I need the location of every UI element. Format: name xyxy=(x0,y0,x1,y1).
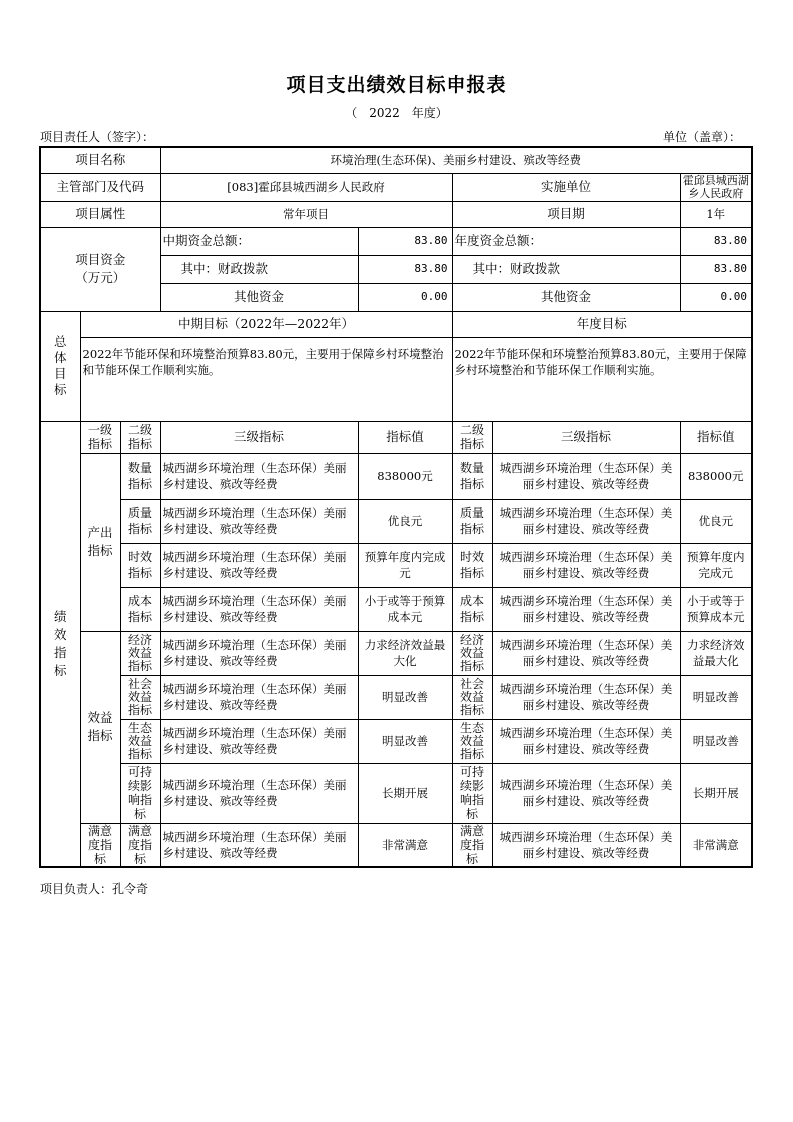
project-name-label: 项目名称 xyxy=(40,147,160,173)
table-row xyxy=(40,543,752,587)
l2-cell-right: 数量 指标 xyxy=(452,453,492,499)
project-name-value: 环境治理(生态环保)、美丽乡村建设、殡改等经费 xyxy=(160,147,752,173)
year-other-value: 0.00 xyxy=(680,283,752,311)
project-leader: 项目负责人：孔令奇 xyxy=(40,882,149,896)
l3-cell: 城西湖乡环境治理（生态环保）美丽乡村建设、殡改等经费 xyxy=(160,587,358,631)
goals-label: 总 体 目 标 xyxy=(40,311,80,421)
l3-header: 三级指标 xyxy=(160,421,358,453)
l2-cell-right: 经济 效益 指标 xyxy=(452,631,492,675)
table-row xyxy=(40,675,752,719)
l3-cell: 城西湖乡环境治理（生态环保）美丽乡村建设、殡改等经费 xyxy=(160,823,358,867)
l3-cell: 城西湖乡环境治理（生态环保）美丽乡村建设、殡改等经费 xyxy=(160,763,358,823)
l2-cell: 可持 续影 响指 标 xyxy=(120,763,160,823)
val-cell: 力求经济效益最大化 xyxy=(358,631,452,675)
l2-cell-right: 生态 效益 指标 xyxy=(452,719,492,763)
year-line: （ 2022 年度） xyxy=(345,106,448,120)
l2-cell-right: 社会 效益 指标 xyxy=(452,675,492,719)
responsible-label: 项目责任人（签字）： xyxy=(40,130,155,144)
mid-fiscal-value: 83.80 xyxy=(358,255,452,283)
l3-header-right: 三级指标 xyxy=(492,421,680,453)
attr-value: 常年项目 xyxy=(160,201,452,227)
val-header-right: 指标值 xyxy=(680,421,752,453)
table-row xyxy=(40,763,752,823)
l2-cell: 经济 效益 指标 xyxy=(120,631,160,675)
val-cell-right: 838000元 xyxy=(680,453,752,499)
l3-cell: 城西湖乡环境治理（生态环保）美丽乡村建设、殡改等经费 xyxy=(160,719,358,763)
l2-cell: 满意 度指 标 xyxy=(120,823,160,867)
year-goal-header: 年度目标 xyxy=(452,311,752,337)
val-cell: 明显改善 xyxy=(358,675,452,719)
benefit-group-label: 效益 指标 xyxy=(80,631,120,823)
l2-cell: 质量 指标 xyxy=(120,499,160,543)
mid-goal-text: 2022年节能环保和环境整治预算83.80元，主要用于保障乡村环境整治和节能环保工作顺利实施。 xyxy=(80,337,452,421)
val-cell-right: 明显改善 xyxy=(680,719,752,763)
l2-cell: 数量 指标 xyxy=(120,453,160,499)
mid-fiscal-label: 其中：财政拨款 xyxy=(160,255,358,283)
val-cell: 838000元 xyxy=(358,453,452,499)
impl-label: 实施单位 xyxy=(452,173,680,201)
perf-label: 绩 效 指 标 xyxy=(40,421,80,867)
val-cell-right: 明显改善 xyxy=(680,675,752,719)
l2-header-right: 二级 指标 xyxy=(452,421,492,453)
l3-cell: 城西湖乡环境治理（生态环保）美丽乡村建设、殡改等经费 xyxy=(160,675,358,719)
l2-cell: 成本 指标 xyxy=(120,587,160,631)
l3-cell-right: 城西湖乡环境治理（生态环保）美丽乡村建设、殡改等经费 xyxy=(492,763,680,823)
performance-table xyxy=(39,146,753,868)
l3-cell: 城西湖乡环境治理（生态环保）美丽乡村建设、殡改等经费 xyxy=(160,631,358,675)
year-total-value: 83.80 xyxy=(680,227,752,255)
val-cell-right: 小于或等于预算成本元 xyxy=(680,587,752,631)
l2-cell-right: 可持 续影 响指 标 xyxy=(452,763,492,823)
table-row xyxy=(40,823,752,867)
l3-cell: 城西湖乡环境治理（生态环保）美丽乡村建设、殡改等经费 xyxy=(160,499,358,543)
dept-label: 主管部门及代码 xyxy=(40,173,160,201)
val-cell-right: 长期开展 xyxy=(680,763,752,823)
table-row xyxy=(40,719,752,763)
year-goal-text: 2022年节能环保和环境整治预算83.80元，主要用于保障乡村环境整治和节能环保工作顺利实施。 xyxy=(452,337,752,421)
val-cell: 预算年度内完成元 xyxy=(358,543,452,587)
l3-cell-right: 城西湖乡环境治理（生态环保）美丽乡村建设、殡改等经费 xyxy=(492,719,680,763)
table-row xyxy=(40,587,752,631)
table-row xyxy=(40,631,752,675)
l2-cell-right: 质量 指标 xyxy=(452,499,492,543)
val-cell: 明显改善 xyxy=(358,719,452,763)
val-header: 指标值 xyxy=(358,421,452,453)
val-cell-right: 优良元 xyxy=(680,499,752,543)
l3-cell-right: 城西湖乡环境治理（生态环保）美丽乡村建设、殡改等经费 xyxy=(492,543,680,587)
l2-header: 二级 指标 xyxy=(120,421,160,453)
val-cell: 小于或等于预算成本元 xyxy=(358,587,452,631)
l3-cell-right: 城西湖乡环境治理（生态环保）美丽乡村建设、殡改等经费 xyxy=(492,823,680,867)
mid-total-label: 中期资金总额： xyxy=(160,227,358,255)
l2-cell-right: 满意 度指 标 xyxy=(452,823,492,867)
l3-cell-right: 城西湖乡环境治理（生态环保）美丽乡村建设、殡改等经费 xyxy=(492,631,680,675)
year-fiscal-label: 其中：财政拨款 xyxy=(452,255,680,283)
mid-goal-header: 中期目标（2022年—2022年） xyxy=(80,311,452,337)
l3-cell: 城西湖乡环境治理（生态环保）美丽乡村建设、殡改等经费 xyxy=(160,453,358,499)
table-row xyxy=(40,453,752,499)
table-row xyxy=(40,499,752,543)
l3-cell-right: 城西湖乡环境治理（生态环保）美丽乡村建设、殡改等经费 xyxy=(492,587,680,631)
dept-value: [083]霍邱县城西湖乡人民政府 xyxy=(160,173,452,201)
val-cell-right: 力求经济效益最大化 xyxy=(680,631,752,675)
l1-header: 一级 指标 xyxy=(80,421,120,453)
val-cell: 长期开展 xyxy=(358,763,452,823)
l3-cell-right: 城西湖乡环境治理（生态环保）美丽乡村建设、殡改等经费 xyxy=(492,675,680,719)
l3-cell: 城西湖乡环境治理（生态环保）美丽乡村建设、殡改等经费 xyxy=(160,543,358,587)
attr-label: 项目属性 xyxy=(40,201,160,227)
l3-cell-right: 城西湖乡环境治理（生态环保）美丽乡村建设、殡改等经费 xyxy=(492,499,680,543)
l2-cell-right: 时效 指标 xyxy=(452,543,492,587)
impl-value: 霍邱县城西湖乡人民政府 xyxy=(680,173,752,201)
mid-other-label: 其他资金 xyxy=(160,283,358,311)
unit-label: 单位（盖章）： xyxy=(662,130,741,144)
year-total-label: 年度资金总额： xyxy=(452,227,680,255)
year-other-label: 其他资金 xyxy=(452,283,680,311)
mid-total-value: 83.80 xyxy=(358,227,452,255)
l2-cell-right: 成本 指标 xyxy=(452,587,492,631)
period-label: 项目期 xyxy=(452,201,680,227)
l3-cell-right: 城西湖乡环境治理（生态环保）美丽乡村建设、殡改等经费 xyxy=(492,453,680,499)
val-cell-right: 非常满意 xyxy=(680,823,752,867)
l2-cell: 社会 效益 指标 xyxy=(120,675,160,719)
year-fiscal-value: 83.80 xyxy=(680,255,752,283)
output-group-label: 产出 指标 xyxy=(80,453,120,631)
val-cell-right: 预算年度内完成元 xyxy=(680,543,752,587)
l2-cell: 生态 效益 指标 xyxy=(120,719,160,763)
val-cell: 优良元 xyxy=(358,499,452,543)
val-cell: 非常满意 xyxy=(358,823,452,867)
mid-other-value: 0.00 xyxy=(358,283,452,311)
period-value: 1年 xyxy=(680,201,752,227)
funds-label: 项目资金 （万元） xyxy=(40,227,160,311)
satisfaction-group-label: 满意 度指 标 xyxy=(80,823,120,867)
page-title: 项目支出绩效目标申报表 xyxy=(286,74,507,96)
l2-cell: 时效 指标 xyxy=(120,543,160,587)
